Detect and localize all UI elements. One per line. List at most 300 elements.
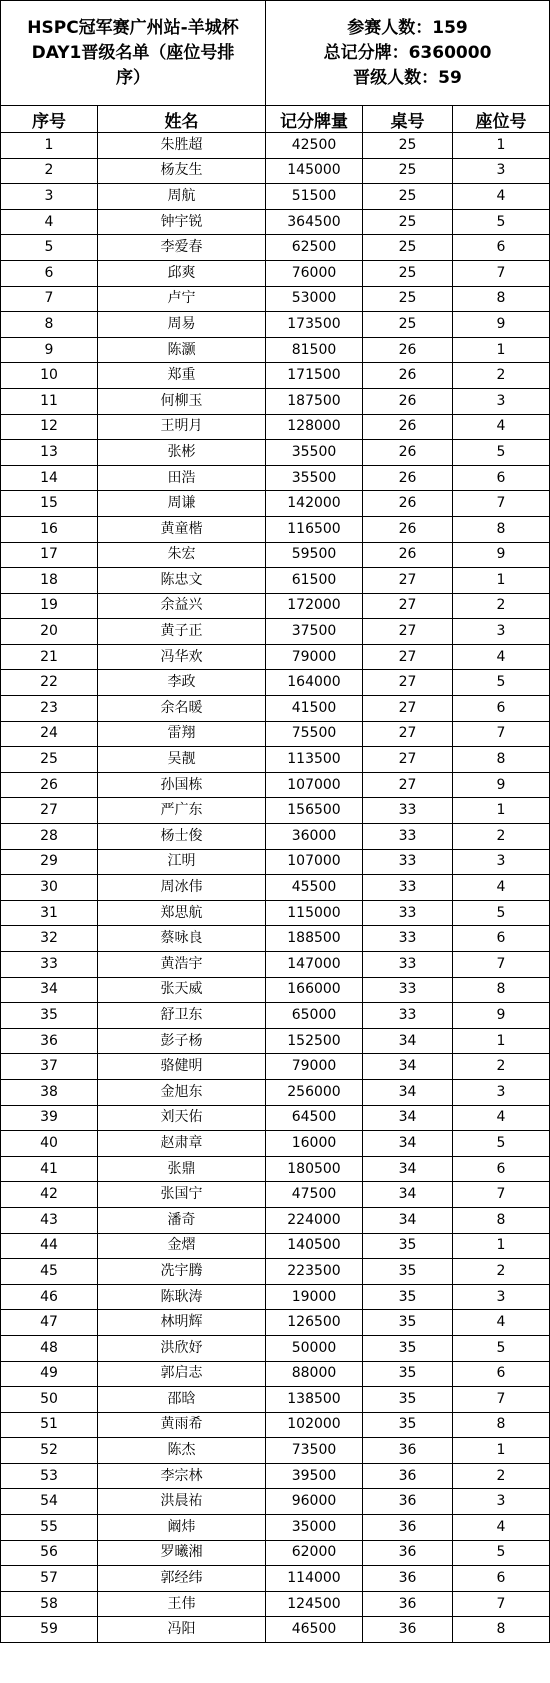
cell-name: 郭启志 bbox=[98, 1361, 266, 1387]
cell-chips: 88000 bbox=[266, 1361, 363, 1387]
cell-name: 何柳玉 bbox=[98, 388, 266, 414]
table-row bbox=[1, 414, 550, 440]
cell-chips: 73500 bbox=[266, 1438, 363, 1464]
cell-table-no: 26 bbox=[363, 363, 453, 389]
cell-name: 卢宁 bbox=[98, 286, 266, 312]
column-header-row bbox=[1, 106, 550, 133]
cell-table-no: 25 bbox=[363, 312, 453, 338]
cell-table-no: 35 bbox=[363, 1361, 453, 1387]
table-row bbox=[1, 1412, 550, 1438]
cell-seat-no: 8 bbox=[453, 977, 550, 1003]
cell-table-no: 35 bbox=[363, 1259, 453, 1285]
cell-seat-no: 1 bbox=[453, 1438, 550, 1464]
cell-name: 冯阳 bbox=[98, 1617, 266, 1643]
cell-seat-no: 8 bbox=[453, 1207, 550, 1233]
cell-table-no: 35 bbox=[363, 1387, 453, 1413]
cell-name: 周谦 bbox=[98, 491, 266, 517]
table-row bbox=[1, 721, 550, 747]
cell-name: 邵晗 bbox=[98, 1387, 266, 1413]
cell-rank: 39 bbox=[1, 1105, 98, 1131]
cell-table-no: 36 bbox=[363, 1591, 453, 1617]
cell-name: 洪晨祐 bbox=[98, 1489, 266, 1515]
cell-seat-no: 2 bbox=[453, 363, 550, 389]
cell-rank: 25 bbox=[1, 747, 98, 773]
cell-name: 黄童楷 bbox=[98, 516, 266, 542]
cell-table-no: 26 bbox=[363, 491, 453, 517]
cell-chips: 61500 bbox=[266, 568, 363, 594]
cell-chips: 256000 bbox=[266, 1079, 363, 1105]
cell-name: 邱爽 bbox=[98, 260, 266, 286]
cell-rank: 9 bbox=[1, 337, 98, 363]
cell-table-no: 26 bbox=[363, 440, 453, 466]
table-row bbox=[1, 1105, 550, 1131]
cell-seat-no: 1 bbox=[453, 1233, 550, 1259]
cell-name: 周航 bbox=[98, 184, 266, 210]
cell-table-no: 26 bbox=[363, 516, 453, 542]
cell-seat-no: 7 bbox=[453, 260, 550, 286]
cell-name: 杨士俊 bbox=[98, 824, 266, 850]
cell-table-no: 33 bbox=[363, 824, 453, 850]
cell-chips: 147000 bbox=[266, 952, 363, 978]
cell-rank: 17 bbox=[1, 542, 98, 568]
cell-rank: 52 bbox=[1, 1438, 98, 1464]
cell-rank: 33 bbox=[1, 952, 98, 978]
cell-seat-no: 1 bbox=[453, 798, 550, 824]
header-chips: 记分牌量 bbox=[266, 106, 363, 133]
table-row bbox=[1, 260, 550, 286]
cell-rank: 30 bbox=[1, 875, 98, 901]
cell-seat-no: 6 bbox=[453, 1566, 550, 1592]
cell-name: 罗曦湘 bbox=[98, 1540, 266, 1566]
cell-table-no: 35 bbox=[363, 1335, 453, 1361]
cell-chips: 115000 bbox=[266, 900, 363, 926]
table-row bbox=[1, 286, 550, 312]
cell-rank: 11 bbox=[1, 388, 98, 414]
table-row bbox=[1, 1591, 550, 1617]
cell-table-no: 34 bbox=[363, 1079, 453, 1105]
cell-chips: 107000 bbox=[266, 772, 363, 798]
cell-chips: 156500 bbox=[266, 798, 363, 824]
table-row bbox=[1, 1463, 550, 1489]
cell-name: 陈灏 bbox=[98, 337, 266, 363]
cell-rank: 40 bbox=[1, 1131, 98, 1157]
cell-seat-no: 5 bbox=[453, 1131, 550, 1157]
cell-seat-no: 7 bbox=[453, 952, 550, 978]
cell-table-no: 36 bbox=[363, 1438, 453, 1464]
cell-rank: 27 bbox=[1, 798, 98, 824]
cell-seat-no: 1 bbox=[453, 1028, 550, 1054]
cell-seat-no: 5 bbox=[453, 670, 550, 696]
cell-seat-no: 7 bbox=[453, 1387, 550, 1413]
cell-name: 冯华欢 bbox=[98, 644, 266, 670]
cell-seat-no: 4 bbox=[453, 1310, 550, 1336]
cell-seat-no: 3 bbox=[453, 619, 550, 645]
table-row bbox=[1, 1566, 550, 1592]
cell-rank: 59 bbox=[1, 1617, 98, 1643]
cell-seat-no: 3 bbox=[453, 388, 550, 414]
table-row bbox=[1, 440, 550, 466]
cell-table-no: 34 bbox=[363, 1182, 453, 1208]
cell-table-no: 33 bbox=[363, 926, 453, 952]
cell-name: 周冰伟 bbox=[98, 875, 266, 901]
title-row bbox=[1, 1, 550, 106]
cell-chips: 188500 bbox=[266, 926, 363, 952]
table-row bbox=[1, 516, 550, 542]
cell-name: 黄浩宇 bbox=[98, 952, 266, 978]
cell-chips: 172000 bbox=[266, 593, 363, 619]
cell-seat-no: 8 bbox=[453, 286, 550, 312]
cell-name: 李政 bbox=[98, 670, 266, 696]
cell-table-no: 34 bbox=[363, 1105, 453, 1131]
cell-name: 蔡咏良 bbox=[98, 926, 266, 952]
cell-seat-no: 4 bbox=[453, 644, 550, 670]
cell-rank: 26 bbox=[1, 772, 98, 798]
cell-seat-no: 5 bbox=[453, 1335, 550, 1361]
cell-chips: 113500 bbox=[266, 747, 363, 773]
cell-rank: 31 bbox=[1, 900, 98, 926]
cell-table-no: 33 bbox=[363, 952, 453, 978]
table-row bbox=[1, 875, 550, 901]
cell-seat-no: 4 bbox=[453, 875, 550, 901]
table-row bbox=[1, 1233, 550, 1259]
cell-seat-no: 2 bbox=[453, 1463, 550, 1489]
cell-chips: 166000 bbox=[266, 977, 363, 1003]
cell-name: 杨友生 bbox=[98, 158, 266, 184]
cell-table-no: 36 bbox=[363, 1540, 453, 1566]
title-line-1: HSPC冠军赛广州站-羊城杯 bbox=[27, 17, 239, 38]
table-row bbox=[1, 337, 550, 363]
cell-name: 孙国栋 bbox=[98, 772, 266, 798]
cell-chips: 173500 bbox=[266, 312, 363, 338]
cell-name: 金旭东 bbox=[98, 1079, 266, 1105]
cell-rank: 55 bbox=[1, 1515, 98, 1541]
table-row bbox=[1, 798, 550, 824]
cell-table-no: 33 bbox=[363, 977, 453, 1003]
cell-table-no: 25 bbox=[363, 235, 453, 261]
cell-table-no: 27 bbox=[363, 568, 453, 594]
cell-seat-no: 6 bbox=[453, 696, 550, 722]
cell-chips: 51500 bbox=[266, 184, 363, 210]
table-row bbox=[1, 772, 550, 798]
cell-chips: 59500 bbox=[266, 542, 363, 568]
cell-table-no: 33 bbox=[363, 798, 453, 824]
cell-rank: 10 bbox=[1, 363, 98, 389]
cell-chips: 102000 bbox=[266, 1412, 363, 1438]
cell-seat-no: 2 bbox=[453, 824, 550, 850]
cell-name: 钟宇锐 bbox=[98, 209, 266, 235]
cell-rank: 56 bbox=[1, 1540, 98, 1566]
cell-rank: 5 bbox=[1, 235, 98, 261]
cell-table-no: 34 bbox=[363, 1028, 453, 1054]
cell-chips: 65000 bbox=[266, 1003, 363, 1029]
table-row bbox=[1, 1003, 550, 1029]
cell-chips: 36000 bbox=[266, 824, 363, 850]
cell-table-no: 26 bbox=[363, 542, 453, 568]
cell-table-no: 33 bbox=[363, 875, 453, 901]
cell-chips: 42500 bbox=[266, 133, 363, 159]
cell-seat-no: 1 bbox=[453, 133, 550, 159]
cell-chips: 124500 bbox=[266, 1591, 363, 1617]
header-table-no: 桌号 bbox=[363, 106, 453, 133]
cell-table-no: 25 bbox=[363, 209, 453, 235]
cell-name: 冼宇腾 bbox=[98, 1259, 266, 1285]
cell-name: 舒卫东 bbox=[98, 1003, 266, 1029]
cell-rank: 38 bbox=[1, 1079, 98, 1105]
cell-rank: 29 bbox=[1, 849, 98, 875]
cell-name: 田浩 bbox=[98, 465, 266, 491]
cell-chips: 126500 bbox=[266, 1310, 363, 1336]
cell-name: 陈忠文 bbox=[98, 568, 266, 594]
cell-name: 李爱春 bbox=[98, 235, 266, 261]
table-row bbox=[1, 1335, 550, 1361]
cell-chips: 96000 bbox=[266, 1489, 363, 1515]
cell-rank: 2 bbox=[1, 158, 98, 184]
table-row bbox=[1, 542, 550, 568]
cell-chips: 187500 bbox=[266, 388, 363, 414]
cell-rank: 4 bbox=[1, 209, 98, 235]
cell-seat-no: 7 bbox=[453, 1591, 550, 1617]
table-row bbox=[1, 1054, 550, 1080]
cell-chips: 37500 bbox=[266, 619, 363, 645]
cell-seat-no: 7 bbox=[453, 1182, 550, 1208]
cell-name: 林明辉 bbox=[98, 1310, 266, 1336]
cell-chips: 45500 bbox=[266, 875, 363, 901]
cell-name: 周易 bbox=[98, 312, 266, 338]
cell-table-no: 36 bbox=[363, 1515, 453, 1541]
cell-name: 赵肃章 bbox=[98, 1131, 266, 1157]
cell-seat-no: 8 bbox=[453, 1617, 550, 1643]
cell-name: 张天威 bbox=[98, 977, 266, 1003]
cell-chips: 79000 bbox=[266, 1054, 363, 1080]
cell-rank: 47 bbox=[1, 1310, 98, 1336]
cell-table-no: 36 bbox=[363, 1617, 453, 1643]
cell-seat-no: 7 bbox=[453, 491, 550, 517]
cell-seat-no: 1 bbox=[453, 568, 550, 594]
cell-seat-no: 5 bbox=[453, 440, 550, 466]
cell-chips: 180500 bbox=[266, 1156, 363, 1182]
cell-chips: 107000 bbox=[266, 849, 363, 875]
cell-chips: 79000 bbox=[266, 644, 363, 670]
cell-seat-no: 3 bbox=[453, 1489, 550, 1515]
cell-chips: 35000 bbox=[266, 1515, 363, 1541]
cell-table-no: 34 bbox=[363, 1054, 453, 1080]
cell-chips: 171500 bbox=[266, 363, 363, 389]
table-row bbox=[1, 1182, 550, 1208]
cell-name: 黄子正 bbox=[98, 619, 266, 645]
title-line-3: 序） bbox=[116, 67, 150, 88]
cell-chips: 39500 bbox=[266, 1463, 363, 1489]
cell-name: 金熠 bbox=[98, 1233, 266, 1259]
cell-seat-no: 4 bbox=[453, 1515, 550, 1541]
table-row bbox=[1, 1310, 550, 1336]
table-row bbox=[1, 1489, 550, 1515]
cell-chips: 50000 bbox=[266, 1335, 363, 1361]
cell-table-no: 27 bbox=[363, 593, 453, 619]
table-row bbox=[1, 747, 550, 773]
cell-table-no: 33 bbox=[363, 900, 453, 926]
cell-seat-no: 6 bbox=[453, 1156, 550, 1182]
cell-rank: 20 bbox=[1, 619, 98, 645]
cell-chips: 145000 bbox=[266, 158, 363, 184]
cell-name: 陈杰 bbox=[98, 1438, 266, 1464]
cell-rank: 49 bbox=[1, 1361, 98, 1387]
cell-table-no: 27 bbox=[363, 772, 453, 798]
cell-name: 王伟 bbox=[98, 1591, 266, 1617]
cell-table-no: 34 bbox=[363, 1131, 453, 1157]
cell-seat-no: 5 bbox=[453, 209, 550, 235]
cell-chips: 81500 bbox=[266, 337, 363, 363]
header-seat-no: 座位号 bbox=[453, 106, 550, 133]
cell-name: 骆健明 bbox=[98, 1054, 266, 1080]
cell-name: 李宗林 bbox=[98, 1463, 266, 1489]
cell-rank: 45 bbox=[1, 1259, 98, 1285]
cell-seat-no: 3 bbox=[453, 1079, 550, 1105]
cell-chips: 64500 bbox=[266, 1105, 363, 1131]
table-row bbox=[1, 900, 550, 926]
cell-rank: 54 bbox=[1, 1489, 98, 1515]
cell-rank: 7 bbox=[1, 286, 98, 312]
cell-table-no: 25 bbox=[363, 158, 453, 184]
cell-chips: 35500 bbox=[266, 440, 363, 466]
cell-rank: 37 bbox=[1, 1054, 98, 1080]
cell-name: 刘天佑 bbox=[98, 1105, 266, 1131]
cell-rank: 57 bbox=[1, 1566, 98, 1592]
cell-rank: 58 bbox=[1, 1591, 98, 1617]
cell-name: 阚炜 bbox=[98, 1515, 266, 1541]
cell-seat-no: 1 bbox=[453, 337, 550, 363]
table-row bbox=[1, 184, 550, 210]
participants-count: 参赛人数：159 bbox=[347, 17, 468, 38]
table-row bbox=[1, 568, 550, 594]
cell-seat-no: 5 bbox=[453, 900, 550, 926]
cell-chips: 75500 bbox=[266, 721, 363, 747]
cell-seat-no: 6 bbox=[453, 235, 550, 261]
cell-chips: 62500 bbox=[266, 235, 363, 261]
cell-table-no: 35 bbox=[363, 1284, 453, 1310]
cell-name: 潘奇 bbox=[98, 1207, 266, 1233]
table-row bbox=[1, 824, 550, 850]
cell-table-no: 25 bbox=[363, 286, 453, 312]
cell-chips: 16000 bbox=[266, 1131, 363, 1157]
cell-rank: 43 bbox=[1, 1207, 98, 1233]
summary-stats bbox=[266, 1, 550, 106]
cell-chips: 152500 bbox=[266, 1028, 363, 1054]
table-row bbox=[1, 1028, 550, 1054]
cell-table-no: 33 bbox=[363, 1003, 453, 1029]
cell-rank: 18 bbox=[1, 568, 98, 594]
table-row bbox=[1, 1438, 550, 1464]
cell-chips: 364500 bbox=[266, 209, 363, 235]
table-row bbox=[1, 235, 550, 261]
table-row bbox=[1, 1259, 550, 1285]
table-row bbox=[1, 1079, 550, 1105]
cell-table-no: 27 bbox=[363, 696, 453, 722]
qualified-count: 晋级人数：59 bbox=[353, 67, 462, 88]
cell-name: 朱宏 bbox=[98, 542, 266, 568]
cell-rank: 13 bbox=[1, 440, 98, 466]
cell-name: 陈耿涛 bbox=[98, 1284, 266, 1310]
cell-rank: 32 bbox=[1, 926, 98, 952]
cell-seat-no: 6 bbox=[453, 926, 550, 952]
cell-seat-no: 4 bbox=[453, 414, 550, 440]
cell-name: 洪欣妤 bbox=[98, 1335, 266, 1361]
cell-name: 郭经纬 bbox=[98, 1566, 266, 1592]
cell-rank: 36 bbox=[1, 1028, 98, 1054]
cell-table-no: 25 bbox=[363, 260, 453, 286]
cell-rank: 34 bbox=[1, 977, 98, 1003]
cell-seat-no: 9 bbox=[453, 1003, 550, 1029]
cell-name: 王明月 bbox=[98, 414, 266, 440]
cell-chips: 114000 bbox=[266, 1566, 363, 1592]
cell-rank: 51 bbox=[1, 1412, 98, 1438]
cell-seat-no: 6 bbox=[453, 1361, 550, 1387]
cell-rank: 15 bbox=[1, 491, 98, 517]
cell-table-no: 26 bbox=[363, 465, 453, 491]
cell-name: 吴靓 bbox=[98, 747, 266, 773]
cell-seat-no: 2 bbox=[453, 1259, 550, 1285]
cell-seat-no: 4 bbox=[453, 1105, 550, 1131]
table-row bbox=[1, 1387, 550, 1413]
cell-name: 朱胜超 bbox=[98, 133, 266, 159]
table-row bbox=[1, 158, 550, 184]
cell-seat-no: 5 bbox=[453, 1540, 550, 1566]
cell-seat-no: 3 bbox=[453, 1284, 550, 1310]
cell-rank: 22 bbox=[1, 670, 98, 696]
cell-rank: 28 bbox=[1, 824, 98, 850]
cell-name: 严广东 bbox=[98, 798, 266, 824]
cell-table-no: 26 bbox=[363, 337, 453, 363]
cell-table-no: 36 bbox=[363, 1489, 453, 1515]
cell-table-no: 34 bbox=[363, 1207, 453, 1233]
cell-chips: 116500 bbox=[266, 516, 363, 542]
cell-chips: 224000 bbox=[266, 1207, 363, 1233]
cell-table-no: 27 bbox=[363, 644, 453, 670]
table-row bbox=[1, 388, 550, 414]
sheet-title bbox=[1, 1, 266, 106]
table-row bbox=[1, 1361, 550, 1387]
cell-seat-no: 2 bbox=[453, 1054, 550, 1080]
cell-seat-no: 8 bbox=[453, 1412, 550, 1438]
cell-name: 雷翔 bbox=[98, 721, 266, 747]
cell-seat-no: 9 bbox=[453, 772, 550, 798]
table-row bbox=[1, 593, 550, 619]
cell-seat-no: 8 bbox=[453, 516, 550, 542]
table-row bbox=[1, 849, 550, 875]
cell-rank: 23 bbox=[1, 696, 98, 722]
cell-chips: 19000 bbox=[266, 1284, 363, 1310]
cell-rank: 50 bbox=[1, 1387, 98, 1413]
cell-seat-no: 9 bbox=[453, 312, 550, 338]
header-rank: 序号 bbox=[1, 106, 98, 133]
cell-table-no: 27 bbox=[363, 670, 453, 696]
cell-rank: 19 bbox=[1, 593, 98, 619]
cell-rank: 42 bbox=[1, 1182, 98, 1208]
cell-table-no: 34 bbox=[363, 1156, 453, 1182]
cell-name: 郑重 bbox=[98, 363, 266, 389]
cell-rank: 24 bbox=[1, 721, 98, 747]
cell-chips: 41500 bbox=[266, 696, 363, 722]
table-row bbox=[1, 1515, 550, 1541]
table-row bbox=[1, 1617, 550, 1643]
cell-rank: 6 bbox=[1, 260, 98, 286]
cell-table-no: 35 bbox=[363, 1310, 453, 1336]
cell-seat-no: 2 bbox=[453, 593, 550, 619]
header-name: 姓名 bbox=[98, 106, 266, 133]
table-row bbox=[1, 312, 550, 338]
table-row bbox=[1, 619, 550, 645]
cell-table-no: 25 bbox=[363, 184, 453, 210]
cell-rank: 8 bbox=[1, 312, 98, 338]
